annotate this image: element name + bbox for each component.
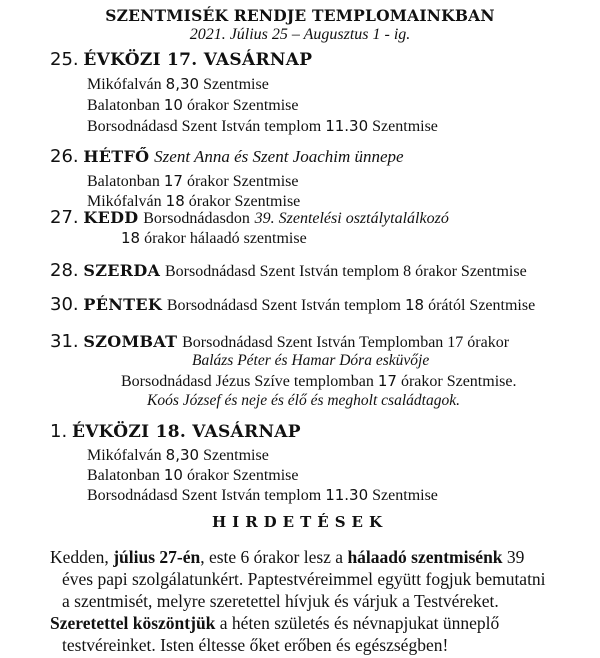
time: 10 — [163, 96, 183, 114]
wedding-note: Balázs Péter és Hamar Dóra esküvője — [192, 352, 430, 369]
day-name: SZOMBAT — [83, 332, 178, 351]
bold-mass: hálaadó szentmisénk — [347, 547, 503, 567]
time: 8,30 — [165, 75, 200, 93]
bold-greeting: Szeretettel köszöntjük — [50, 613, 216, 633]
mass-line — [87, 96, 299, 115]
day-number: 28. — [50, 260, 79, 281]
place: Balatonban — [87, 467, 164, 484]
time: 8,30 — [165, 446, 200, 464]
day-heading-31 — [50, 331, 509, 353]
mass-line — [87, 117, 438, 136]
desc: órakor Szentmise — [184, 193, 301, 210]
mass-line — [87, 75, 269, 94]
day-heading-26 — [50, 146, 404, 168]
day-name: PÉNTEK — [83, 295, 163, 314]
date-range: 2021. Július 25 – Augusztus 1 - ig. — [189, 26, 411, 43]
time: 11.30 — [325, 486, 369, 504]
mass-line — [87, 466, 299, 485]
place: Mikófalván — [87, 76, 166, 93]
day-name: SZERDA — [83, 261, 161, 280]
text: , este 6 órakor lesz a — [200, 547, 348, 567]
mass-line — [87, 446, 269, 465]
day-number: 30. — [50, 294, 79, 315]
day-number: 27. — [50, 207, 79, 228]
text: a héten születés és névnapjukat ünneplő — [215, 613, 500, 633]
place: Borsodnádasd Jézus Szíve templomban — [121, 373, 378, 390]
mass-text: Borsodnádasd Szent István templom 8 órakor Szentmise — [164, 263, 527, 280]
day-number: 31. — [50, 331, 79, 352]
desc: Szentmise — [199, 76, 269, 93]
desc: Szentmise — [199, 447, 269, 464]
place: Mikófalván — [87, 193, 166, 210]
day-heading-27 — [50, 207, 449, 229]
day-heading-1 — [50, 421, 301, 443]
event-note: 39. Szentelési osztálytalálkozó — [254, 210, 449, 227]
time: 17 — [377, 372, 397, 390]
day-name: ÉVKÖZI 17. VASÁRNAP — [83, 50, 313, 70]
text: 39 — [502, 547, 525, 567]
intention-note: Koós József és neje és élő és megholt családtagok. — [147, 392, 460, 409]
desc: órakor Szentmise — [182, 97, 299, 114]
desc: órakor Szentmise. — [396, 373, 517, 390]
time: 18 — [405, 296, 425, 314]
desc: Szentmise — [368, 118, 438, 135]
day-number: 26. — [50, 146, 79, 167]
place: Mikófalván — [87, 447, 166, 464]
place: Borsodnádasd Szent István templom — [166, 297, 405, 314]
desc: órakor Szentmise — [182, 467, 299, 484]
announcement-1-line-3: a szentmisét, melyre szeretettel hívjuk és várjuk a Testvéreket. — [62, 591, 499, 611]
announcement-1-line-1 — [50, 547, 524, 568]
time: 18 — [121, 229, 141, 247]
time: 10 — [163, 466, 183, 484]
mass-line — [87, 486, 438, 505]
feast-note: Szent Anna és Szent Joachim ünnepe — [154, 147, 404, 166]
day-name: KEDD — [83, 208, 139, 227]
desc: órakor hálaadó szentmise — [140, 230, 307, 247]
desc: órától Szentmise — [424, 297, 536, 314]
mass-line — [87, 172, 299, 191]
time: 18 — [165, 192, 185, 210]
place: Borsodnádasd Szent István templom — [87, 487, 326, 504]
page-title: SZENTMISÉK RENDJE TEMPLOMAINKBAN — [105, 6, 495, 25]
announcement-2-line-2: testvéreinket. Isten éltesse őket erőben és egészségben! — [62, 635, 449, 655]
desc: Szentmise — [368, 487, 438, 504]
place: Borsodnádasd Szent István templom — [87, 118, 326, 135]
mass-text — [167, 297, 535, 314]
day-number: 1. — [50, 421, 68, 442]
announcement-2-line-1 — [50, 613, 499, 634]
announcement-1-line-2: éves papi szolgálatunkért. Paptestvéreimmel együtt fogjuk bemutatni — [62, 569, 546, 589]
mass-line — [121, 372, 516, 391]
time: 11.30 — [325, 117, 369, 135]
day-heading-25 — [50, 49, 312, 71]
mass-line — [121, 229, 307, 248]
text: Kedden, — [50, 547, 114, 567]
day-heading-28 — [50, 260, 527, 282]
time: 17 — [163, 172, 183, 190]
announcements-heading: HIRDETÉSEK — [212, 513, 388, 531]
day-number: 25. — [50, 49, 79, 70]
mass-text: Borsodnádasd Szent István Templomban 17 órakor — [182, 334, 510, 351]
bold-date: július 27-én — [113, 547, 201, 567]
day-heading-30 — [50, 294, 535, 316]
place: Balatonban — [87, 97, 164, 114]
place: Borsodnádasdon — [143, 210, 250, 227]
desc: órakor Szentmise — [182, 173, 299, 190]
day-name: ÉVKÖZI 18. VASÁRNAP — [71, 422, 301, 442]
day-name: HÉTFŐ — [83, 147, 150, 166]
place: Balatonban — [87, 173, 164, 190]
